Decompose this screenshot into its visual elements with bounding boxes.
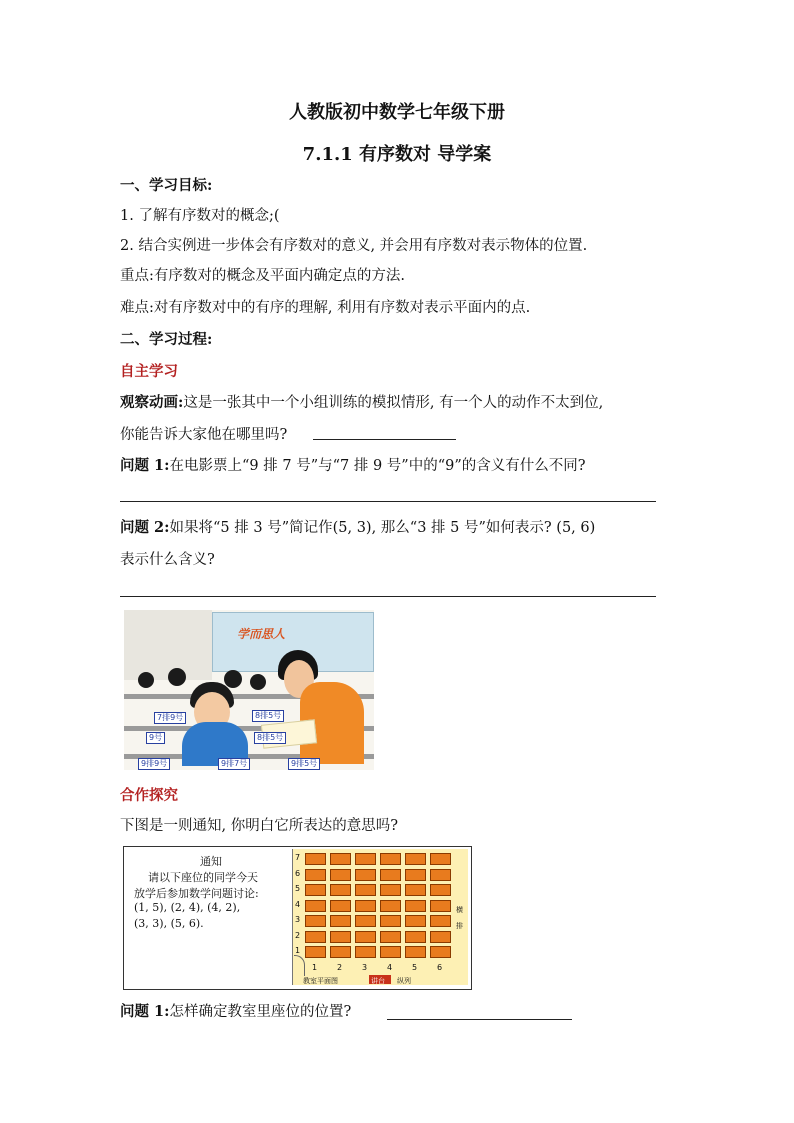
seat-label: 9号 [146, 732, 165, 744]
student-head [168, 668, 186, 686]
desk-seat [355, 900, 376, 912]
door-icon [294, 955, 305, 976]
desk-seat [405, 869, 426, 881]
observe-paragraph [120, 393, 603, 413]
seat-label: 8排5号 [252, 710, 284, 722]
desk-seat [430, 884, 451, 896]
column-caption: 纵列 [397, 977, 411, 985]
desk-seat [330, 853, 351, 865]
cooperate-heading: 合作探究 [120, 787, 178, 804]
desk-seat [330, 931, 351, 943]
column-label: 4 [387, 963, 393, 972]
desk-seat [430, 946, 451, 958]
desk-seat [330, 869, 351, 881]
desk-seat [305, 884, 326, 896]
desk-seat [405, 931, 426, 943]
question-1-text: 在电影票上“9 排 7 号”与“7 排 9 号”中的“9”的含义有什么不同? [169, 458, 586, 474]
desk-seat [405, 915, 426, 927]
desk-seat [355, 869, 376, 881]
desk-seat [355, 946, 376, 958]
desk-seat [430, 869, 451, 881]
column-label: 3 [362, 963, 368, 972]
column-label: 5 [412, 963, 418, 972]
desk-seat [330, 884, 351, 896]
answer-blank-final[interactable] [387, 1019, 572, 1020]
desk-seat [430, 853, 451, 865]
plan-side-label: 横 [456, 906, 463, 914]
plan-side-label: 排 [456, 922, 463, 930]
desk-seat [305, 869, 326, 881]
section-heading-goals: 一、学习目标: [120, 177, 213, 194]
podium-label: 讲台 [371, 977, 385, 985]
seat-label: 9排7号 [218, 758, 250, 770]
desk-seat [380, 946, 401, 958]
plan-caption: 教室平面图 [303, 977, 338, 985]
desk-seat [430, 915, 451, 927]
row-label: 5 [295, 884, 301, 893]
question-1-label: 问题 1: [120, 457, 170, 474]
goal-2: 2. 结合实例进一步体会有序数对的意义, 并会用有序数对表示物体的位置. [120, 238, 588, 254]
desk-seat [405, 853, 426, 865]
seat-label: 9排5号 [288, 758, 320, 770]
notice-line: (1, 5), (2, 4), (4, 2), [134, 901, 241, 914]
row-label: 7 [295, 853, 301, 862]
final-question-1-text: 怎样确定教室里座位的位置? [169, 1004, 352, 1020]
student-head [138, 672, 154, 688]
answer-blank-observe[interactable] [313, 439, 456, 440]
desk-seat [380, 900, 401, 912]
desk-seat [305, 915, 326, 927]
desk-seat [380, 853, 401, 865]
desk-seat [430, 900, 451, 912]
seat-label: 7排9号 [154, 712, 186, 724]
notice-line: 放学后参加数学问题讨论: [134, 887, 259, 900]
notice-figure [123, 846, 472, 990]
question-2-line-2: 表示什么含义? [120, 552, 215, 568]
question-2-label: 问题 2: [120, 519, 170, 536]
desk-seat [405, 900, 426, 912]
notice-title: 通知 [200, 855, 222, 868]
cooperate-intro: 下图是一则通知, 你明白它所表达的意思吗? [120, 818, 398, 834]
goal-1: 1. 了解有序数对的概念;( [120, 208, 280, 224]
desk-seat [380, 931, 401, 943]
column-label: 1 [312, 963, 318, 972]
seat-label: 9排9号 [138, 758, 170, 770]
desk-seat [355, 884, 376, 896]
desk-seat [305, 946, 326, 958]
answer-blank-q1[interactable] [120, 501, 656, 502]
page-subtitle: 7.1.1 有序数对 导学案 [302, 144, 492, 165]
desk-seat [355, 915, 376, 927]
notice-line: 请以下座位的同学今天 [148, 871, 258, 884]
question-1 [120, 456, 586, 476]
desk-seat [380, 915, 401, 927]
student-head [224, 670, 242, 688]
student-head [250, 674, 266, 690]
seat-label: 8排5号 [254, 732, 286, 744]
desk-seat [430, 931, 451, 943]
wall [124, 610, 212, 680]
classroom-illustration [124, 610, 374, 770]
difficulty-point: 难点:对有序数对中的有序的理解, 利用有序数对表示平面内的点. [120, 300, 531, 316]
observe-line-2: 你能告诉大家他在哪里吗? [120, 427, 288, 443]
final-question-1-label: 问题 1: [120, 1003, 170, 1020]
row-label: 6 [295, 868, 301, 878]
section-heading-process: 二、学习过程: [120, 331, 213, 348]
observe-text: 这是一张其中一个小组训练的模拟情形, 有一个人的动作不太到位, [183, 395, 604, 411]
desk-seat [405, 946, 426, 958]
key-point: 重点:有序数对的概念及平面内确定点的方法. [120, 268, 405, 284]
classroom-plan [292, 849, 468, 985]
column-label: 6 [437, 963, 443, 972]
desk-seat [330, 900, 351, 912]
desk-seat [305, 900, 326, 912]
row-label: 1 [295, 946, 301, 955]
desk-seat [355, 931, 376, 943]
desk-seat [405, 884, 426, 896]
desk-seat [380, 884, 401, 896]
desk-seat [330, 915, 351, 927]
desk-seat [305, 853, 326, 865]
desk-seat [305, 931, 326, 943]
question-2 [120, 518, 595, 538]
desk-seat [355, 853, 376, 865]
column-label: 2 [337, 963, 343, 972]
blackboard-text: 学而思人 [237, 627, 286, 641]
row-label: 2 [295, 930, 301, 940]
question-2-text: 如果将“5 排 3 号”简记作(5, 3), 那么“3 排 5 号”如何表示? (5, 6) [169, 520, 596, 536]
self-study-heading: 自主学习 [120, 363, 178, 380]
observe-label: 观察动画: [120, 394, 184, 411]
final-question-1 [120, 1002, 351, 1022]
notice-line: (3, 3), (5, 6). [134, 917, 204, 930]
desk-seat [380, 869, 401, 881]
row-label: 3 [295, 915, 301, 924]
answer-blank-q2[interactable] [120, 596, 656, 597]
row-label: 4 [295, 899, 301, 909]
desk-seat [330, 946, 351, 958]
page-title: 人教版初中数学七年级下册 [289, 102, 505, 123]
